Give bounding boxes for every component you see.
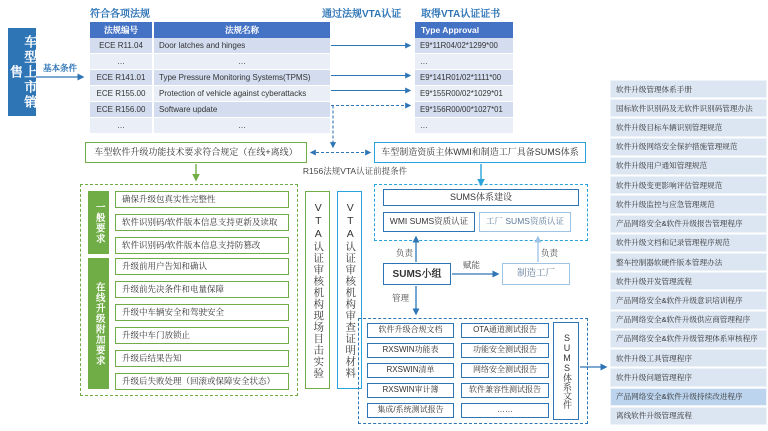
approval-cell: E9*11R04/02*1299*00 bbox=[415, 38, 513, 54]
col-header-reg-name: 法规名称 bbox=[224, 25, 259, 35]
doc-list-item: 软件升级管理体系手册 bbox=[610, 80, 767, 98]
online-requirements-label: 在线升级附加要求 bbox=[88, 258, 109, 389]
reg-name-cell: Type Pressure Monitoring Systems(TPMS) bbox=[159, 73, 311, 82]
responsible-label-right: 负责 bbox=[541, 248, 559, 258]
reg-no-cell: ECE R141.01 bbox=[90, 70, 154, 85]
sums-document-list bbox=[610, 80, 767, 425]
online-item: 升级后结果告知 bbox=[115, 350, 289, 367]
sums-team-box: SUMS小组 bbox=[383, 263, 451, 285]
table-row bbox=[90, 102, 330, 118]
table-row bbox=[90, 38, 330, 54]
basic-condition-label: 基本条件 bbox=[43, 63, 78, 73]
doc-list-item: 国标软件识别码及无软件识别码管理办法 bbox=[610, 99, 767, 117]
online-item: 升级前先决条件和电量保障 bbox=[115, 281, 289, 298]
doc-list-item: 产品网络安全&软件升级供应商管理程序 bbox=[610, 311, 767, 329]
manage-label: 管理 bbox=[392, 293, 410, 303]
title-vta-pass: 通过法规VTA认证 bbox=[322, 9, 402, 20]
factory-sums-cert-box: 工厂 SUMS资质认证 bbox=[479, 212, 571, 232]
approval-cell: E9*156R00/00*1027*01 bbox=[415, 102, 513, 118]
table-row bbox=[90, 86, 330, 102]
general-requirements-label: 一般要求 bbox=[88, 191, 109, 254]
doc-list-item: 整车控制器软硬件版本管理办法 bbox=[610, 253, 767, 271]
table-row bbox=[90, 118, 330, 134]
reg-name-cell: … bbox=[238, 121, 246, 130]
reg-no-cell: … bbox=[90, 54, 154, 69]
reg-no-cell: … bbox=[90, 118, 154, 133]
doc-list-item: 产品网络安全&软件升级报告管理程序 bbox=[610, 215, 767, 233]
approval-cell: … bbox=[415, 118, 513, 134]
regulation-table-header bbox=[90, 22, 330, 38]
evidence-item: 功能安全测试报告 bbox=[461, 343, 549, 358]
tech-requirement-box: 车型软件升级功能技术要求符合规定（在线+离线） bbox=[85, 142, 307, 163]
approval-cell: E9*155R00/02*1029*01 bbox=[415, 86, 513, 102]
vta-witness-test-box: VTA认证审核机构现场目击实验 bbox=[305, 191, 330, 389]
evidence-item: RXSWIN清单 bbox=[367, 363, 454, 378]
evidence-item: RXSWIN功能表 bbox=[367, 343, 454, 358]
reg-no-cell: ECE R155.00 bbox=[90, 86, 154, 101]
evidence-item: 网络安全测试报告 bbox=[461, 363, 549, 378]
doc-list-item: 产品网络安全&软件升级持续改进程序 bbox=[610, 388, 767, 406]
doc-list-item: 软件升级用户通知管理规范 bbox=[610, 157, 767, 175]
online-item: 升级中车门放锁止 bbox=[115, 327, 289, 344]
doc-list-item: 软件升级监控与应急管理规范 bbox=[610, 195, 767, 213]
regulation-table bbox=[90, 22, 330, 134]
title-vta-cert: 取得VTA认证证书 bbox=[421, 9, 501, 20]
title-compliance: 符合各项法规 bbox=[90, 9, 150, 20]
general-item: 确保升级包真实性完整性 bbox=[115, 191, 289, 208]
doc-list-item: 软件升级问题管理程序 bbox=[610, 368, 767, 386]
wmi-sums-box: 车型制造资质主体WMI和制造工厂具备SUMS体系 bbox=[374, 142, 586, 163]
reg-name-cell: Software update bbox=[159, 105, 218, 114]
market-launch-box: 车型上市销售 bbox=[8, 28, 36, 116]
sums-build-box: SUMS体系建设 bbox=[383, 189, 579, 206]
doc-list-item: 离线软件升级管理流程 bbox=[610, 407, 767, 425]
online-item: 升级前用户告知和确认 bbox=[115, 258, 289, 275]
doc-list-item: 软件升级目标车辆识别管理规范 bbox=[610, 118, 767, 136]
vta-review-material-box: VTA认证审核机构审查证明材料 bbox=[337, 191, 362, 389]
doc-list-item: 软件升级工具管理程序 bbox=[610, 349, 767, 367]
doc-list-item: 软件升级变更影响评估管理规范 bbox=[610, 176, 767, 194]
sums-files-label-box: SUMS体系文件 bbox=[553, 322, 579, 420]
approval-cell: E9*141R01/02*1111*00 bbox=[415, 70, 513, 86]
r156-precondition-note: R156法规VTA认证前提条件 bbox=[302, 166, 408, 176]
evidence-item: 软件升级合规文档 bbox=[367, 323, 454, 338]
general-item: 软件识别码/软件版本信息支持更新及读取 bbox=[115, 214, 289, 231]
approval-cell: … bbox=[415, 54, 513, 70]
doc-list-item: 产品网络安全&软件升级意识培训程序 bbox=[610, 291, 767, 309]
doc-list-item: 软件升级网络安全保护措施管理规范 bbox=[610, 138, 767, 156]
wmi-sums-cert-box: WMI SUMS资质认证 bbox=[383, 212, 475, 232]
type-approval-table bbox=[415, 22, 513, 134]
online-item: 升级后失败处理（回滚或保障安全状态） bbox=[115, 373, 289, 390]
reg-no-cell: ECE R156.00 bbox=[90, 102, 154, 117]
factory-box: 制造工厂 bbox=[502, 263, 570, 285]
online-item: 升级中车辆安全和驾驶安全 bbox=[115, 304, 289, 321]
table-row bbox=[90, 70, 330, 86]
doc-list-item: 软件升级文档和记录管理程序规范 bbox=[610, 234, 767, 252]
responsible-label-left: 负责 bbox=[396, 248, 414, 258]
reg-name-cell: Door latches and hinges bbox=[159, 41, 246, 50]
evidence-item: …… bbox=[461, 403, 549, 418]
doc-list-item: 产品网络安全&软件升级管理体系审核程序 bbox=[610, 330, 767, 348]
table-row bbox=[90, 54, 330, 70]
evidence-item: 软件兼容性测试报告 bbox=[461, 383, 549, 398]
general-item: 软件识别码/软件版本信息支持防篡改 bbox=[115, 237, 289, 254]
reg-name-cell: Protection of vehicle against cyberattacks bbox=[159, 89, 307, 98]
empower-label: 赋能 bbox=[463, 260, 481, 270]
col-header-reg-no: 法规编号 bbox=[90, 22, 154, 38]
evidence-item: RXSWIN审计簿 bbox=[367, 383, 454, 398]
reg-name-cell: … bbox=[238, 57, 246, 66]
evidence-item: OTA通道测试报告 bbox=[461, 323, 549, 338]
doc-list-item: 软件升级开发管理流程 bbox=[610, 272, 767, 290]
evidence-item: 集成/系统测试报告 bbox=[367, 403, 454, 418]
reg-no-cell: ECE R11.04 bbox=[90, 38, 154, 53]
type-approval-header: Type Approval bbox=[415, 22, 513, 38]
